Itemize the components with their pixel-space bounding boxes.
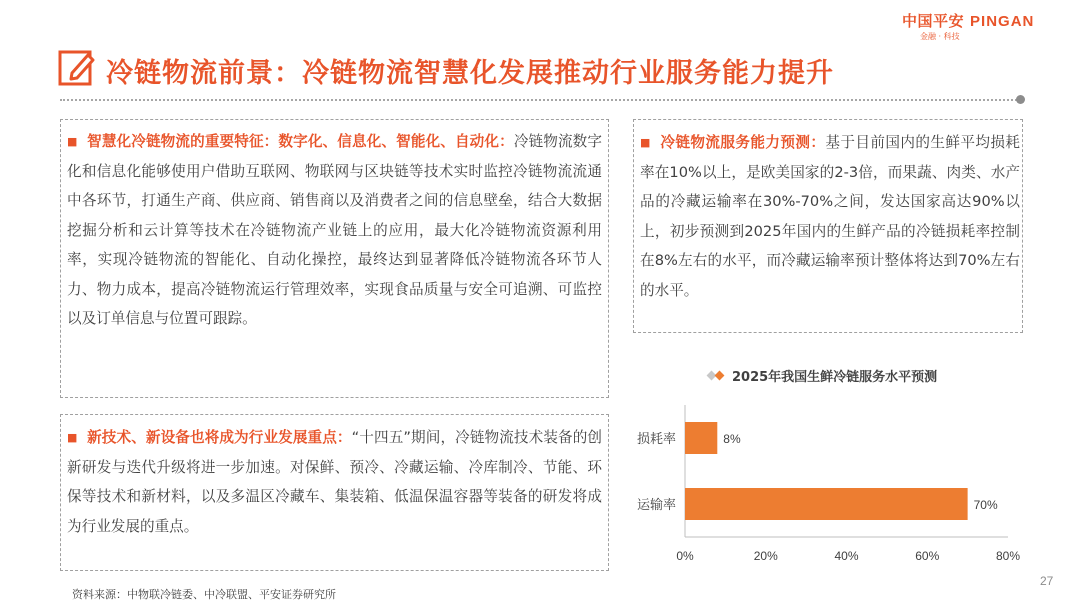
x-tick-label: 80% [995, 549, 1021, 563]
edit-note-icon [58, 47, 98, 87]
title-divider [60, 99, 1020, 101]
logo-cn: 中国平安 [902, 12, 965, 30]
chart-title [706, 366, 937, 385]
feature-body: 冷链物流数字化和信息化能够使用户借助互联网、物联网与区块链等技术实时监控冷链物流流通中各环节，打通生产商、供应商、销售商以及消费者之间的信息壁垒，结合大数据挖掘分析和云计算等技术在冷链物流产业链上的应用，最大化冷链物流资源利用率，实现冷链物流的智能化、自动化操控，最终达到显著降低冷链物流各环节人力、物力成本，提高冷链物流运行管理效率，实现食品质量与安全可追溯、可监控以及订单信息与位置可跟踪。 [67, 133, 602, 327]
forecast-text [640, 128, 1020, 305]
category-label: 运输率 [636, 498, 676, 513]
bar [685, 488, 968, 520]
tech-box [60, 414, 609, 571]
page-number: 27 [1040, 574, 1054, 588]
data-label: 70% [973, 498, 998, 512]
tech-heading: 新技术、新设备也将成为行业发展重点： [87, 429, 352, 446]
bullet-icon: ■ [67, 431, 78, 444]
feature-box [60, 119, 609, 398]
bullet-icon: ■ [640, 136, 651, 149]
feature-heading: 智慧化冷链物流的重要特征：数字化、信息化、智能化、自动化： [87, 133, 514, 150]
pingan-logo [902, 10, 1034, 31]
bullet-icon: ■ [67, 135, 78, 148]
chart-title-text: 2025年我国生鲜冷链服务水平预测 [732, 370, 938, 385]
x-tick-label: 0% [676, 549, 694, 563]
source-note: 资料来源：中物联冷链委、中冷联盟、平安证券研究所 [72, 588, 336, 601]
forecast-body: 基于目前国内的生鲜平均损耗率在10%以上，是欧美国家的2-3倍，而果蔬、肉类、水产品的冷藏运输率在30%-70%之间，发达国家高达90%以上，初步预测到2025年国内的生鲜产品的冷链损耗率控制在8%左右的水平，而冷藏运输率预计整体将达到70%左右的水平。 [640, 134, 1020, 299]
data-label: 8% [723, 432, 741, 446]
x-tick-label: 40% [834, 549, 859, 563]
feature-text [67, 127, 602, 334]
bar-chart [620, 390, 1040, 575]
forecast-heading: 冷链物流服务能力预测： [660, 134, 826, 151]
x-tick-label: 60% [915, 549, 940, 563]
forecast-box [633, 119, 1023, 333]
page-title: 冷链物流前景：冷链物流智慧化发展推动行业服务能力提升 [106, 58, 834, 89]
tech-body: “十四五”期间，冷链物流技术装备的创新研发与迭代升级将进一步加速。对保鲜、预冷、冷藏运输、冷库制冷、节能、环保等技术和新材料，以及多温区冷藏车、集装箱、低温保温容器等装备的研发将成为行业发展的重点。 [67, 429, 602, 535]
logo-tagline: 金融 · 科技 [920, 32, 960, 41]
diamond-icon [706, 370, 726, 382]
category-label: 损耗率 [636, 432, 676, 447]
x-tick-label: 20% [753, 549, 778, 563]
logo-en: PINGAN [970, 13, 1035, 30]
bar [685, 422, 717, 454]
tech-text [67, 423, 602, 541]
divider-dot [1016, 95, 1025, 104]
